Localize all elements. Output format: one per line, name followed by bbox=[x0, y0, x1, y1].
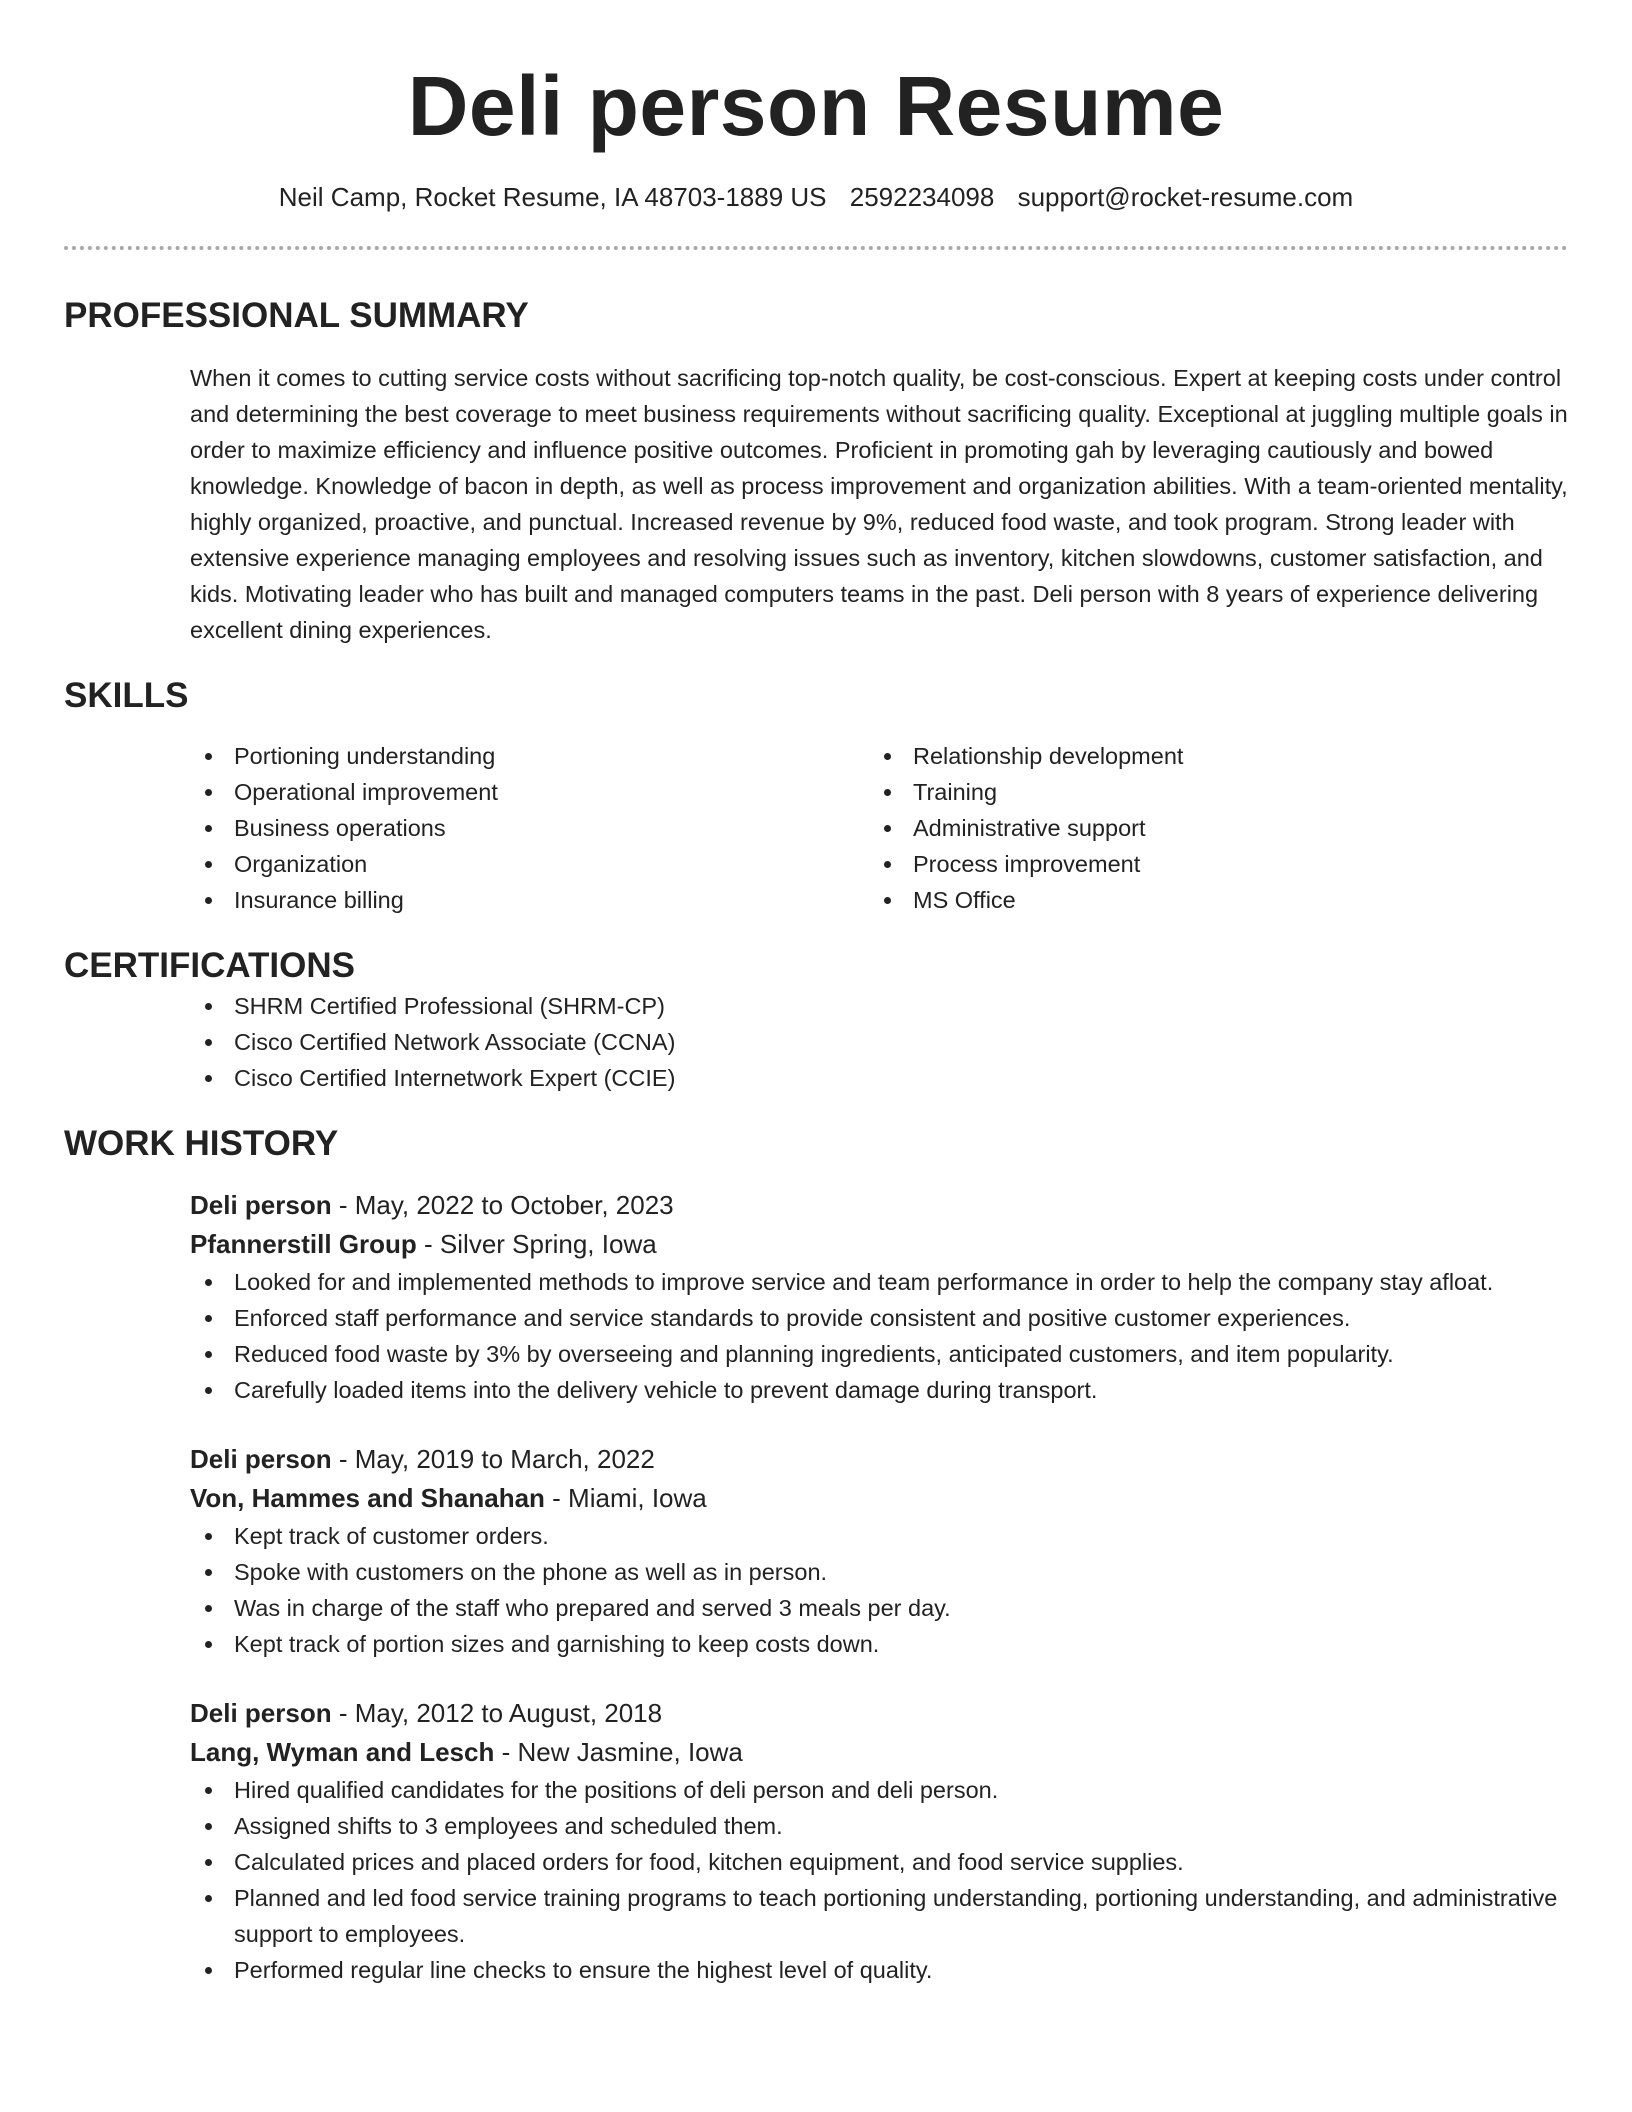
work-history-heading: WORK HISTORY bbox=[64, 1124, 339, 1163]
contact-info bbox=[64, 180, 1568, 214]
job-location: - Silver Spring, Iowa bbox=[416, 1229, 657, 1259]
contact-email: support@rocket-resume.com bbox=[1017, 182, 1354, 212]
certifications-list bbox=[190, 988, 1568, 1096]
certifications-section bbox=[64, 944, 1568, 1096]
job-company-line bbox=[190, 1225, 1568, 1264]
job-company: Lang, Wyman and Lesch bbox=[190, 1737, 495, 1767]
skill-item: Administrative support bbox=[869, 810, 1548, 846]
job-duty: Kept track of portion sizes and garnishing to keep costs down. bbox=[190, 1626, 1568, 1662]
job-duty: Kept track of customer orders. bbox=[190, 1518, 1568, 1554]
skills-grid bbox=[190, 738, 1568, 918]
summary-section bbox=[64, 294, 1568, 648]
job-title-line bbox=[190, 1694, 1568, 1733]
job-entry bbox=[190, 1440, 1568, 1662]
skill-item: MS Office bbox=[869, 882, 1548, 918]
job-dates: - May, 2012 to August, 2018 bbox=[331, 1698, 663, 1728]
job-dates: - May, 2019 to March, 2022 bbox=[331, 1444, 655, 1474]
job-duty: Calculated prices and placed orders for food, kitchen equipment, and food service supplies. bbox=[190, 1844, 1568, 1880]
job-entry bbox=[190, 1186, 1568, 1408]
job-duty: Planned and led food service training programs to teach portioning understanding, portioning understanding, and administrative support to employees. bbox=[190, 1880, 1568, 1952]
job-duty: Performed regular line checks to ensure the highest level of quality. bbox=[190, 1952, 1568, 1988]
contact-address: Neil Camp, Rocket Resume, IA 48703-1889 US bbox=[278, 182, 827, 212]
job-title-line bbox=[190, 1186, 1568, 1225]
skill-item: Training bbox=[869, 774, 1548, 810]
skill-item: Portioning understanding bbox=[190, 738, 869, 774]
job-duties-list bbox=[190, 1264, 1568, 1408]
job-duty: Looked for and implemented methods to improve service and team performance in order to help the company stay afloat. bbox=[190, 1264, 1568, 1300]
job-duty: Reduced food waste by 3% by overseeing and planning ingredients, anticipated customers, and item popularity. bbox=[190, 1336, 1568, 1372]
certification-item: Cisco Certified Network Associate (CCNA) bbox=[190, 1024, 1568, 1060]
skill-item: Relationship development bbox=[869, 738, 1548, 774]
job-dates: - May, 2022 to October, 2023 bbox=[331, 1190, 674, 1220]
summary-heading: PROFESSIONAL SUMMARY bbox=[64, 296, 529, 335]
summary-text: When it comes to cutting service costs without sacrificing top-notch quality, be cost-conscious. Expert at keeping costs under control and determining the best coverage to meet business requirements without sacrificing quality. Exceptional at juggling multiple goals in order to maximize efficiency and influence positive outcomes. Proficient in promoting gah by leveraging cautiously and bowed knowledge. Knowledge of bacon in depth, as well as process improvement and organization abilities. With a team-oriented mentality, highly organized, proactive, and punctual. Increased revenue by 9%, reduced food waste, and took program. Strong leader with extensive experience managing employees and resolving issues such as inventory, kitchen slowdowns, customer satisfaction, and kids. Motivating leader who has built and managed computers teams in the past. Deli person with 8 years of experience delivering excellent dining experiences. bbox=[190, 365, 1568, 643]
job-duty: Was in charge of the staff who prepared and served 3 meals per day. bbox=[190, 1590, 1568, 1626]
job-company: Von, Hammes and Shanahan bbox=[190, 1483, 545, 1513]
skill-item: Operational improvement bbox=[190, 774, 869, 810]
job-duty: Assigned shifts to 3 employees and scheduled them. bbox=[190, 1808, 1568, 1844]
work-history-section bbox=[64, 1122, 1568, 1988]
skills-column-left bbox=[190, 738, 869, 918]
skill-item: Process improvement bbox=[869, 846, 1548, 882]
job-title: Deli person bbox=[190, 1444, 332, 1474]
skill-item: Insurance billing bbox=[190, 882, 869, 918]
resume-title: Deli person Resume bbox=[407, 59, 1225, 153]
job-company-line bbox=[190, 1479, 1568, 1518]
job-title: Deli person bbox=[190, 1698, 332, 1728]
job-duty: Carefully loaded items into the delivery vehicle to prevent damage during transport. bbox=[190, 1372, 1568, 1408]
job-company-line bbox=[190, 1733, 1568, 1772]
skill-item: Business operations bbox=[190, 810, 869, 846]
job-duties-list bbox=[190, 1772, 1568, 1988]
job-title-line bbox=[190, 1440, 1568, 1479]
job-location: - New Jasmine, Iowa bbox=[494, 1737, 743, 1767]
job-company: Pfannerstill Group bbox=[190, 1229, 417, 1259]
certification-item: SHRM Certified Professional (SHRM-CP) bbox=[190, 988, 1568, 1024]
skills-heading: SKILLS bbox=[64, 676, 189, 715]
certification-item: Cisco Certified Internetwork Expert (CCIE) bbox=[190, 1060, 1568, 1096]
job-location: - Miami, Iowa bbox=[544, 1483, 707, 1513]
job-duties-list bbox=[190, 1518, 1568, 1662]
job-entry bbox=[190, 1694, 1568, 1988]
contact-phone: 2592234098 bbox=[849, 182, 995, 212]
skills-section bbox=[64, 674, 1568, 918]
job-duty: Hired qualified candidates for the positions of deli person and deli person. bbox=[190, 1772, 1568, 1808]
skill-item: Organization bbox=[190, 846, 869, 882]
header-divider bbox=[64, 246, 1568, 250]
job-duty: Spoke with customers on the phone as well as in person. bbox=[190, 1554, 1568, 1590]
resume-page bbox=[64, 0, 1568, 1988]
job-title: Deli person bbox=[190, 1190, 332, 1220]
certifications-heading: CERTIFICATIONS bbox=[64, 946, 356, 985]
job-duty: Enforced staff performance and service standards to provide consistent and positive customer experiences. bbox=[190, 1300, 1568, 1336]
skills-column-right bbox=[869, 738, 1548, 918]
